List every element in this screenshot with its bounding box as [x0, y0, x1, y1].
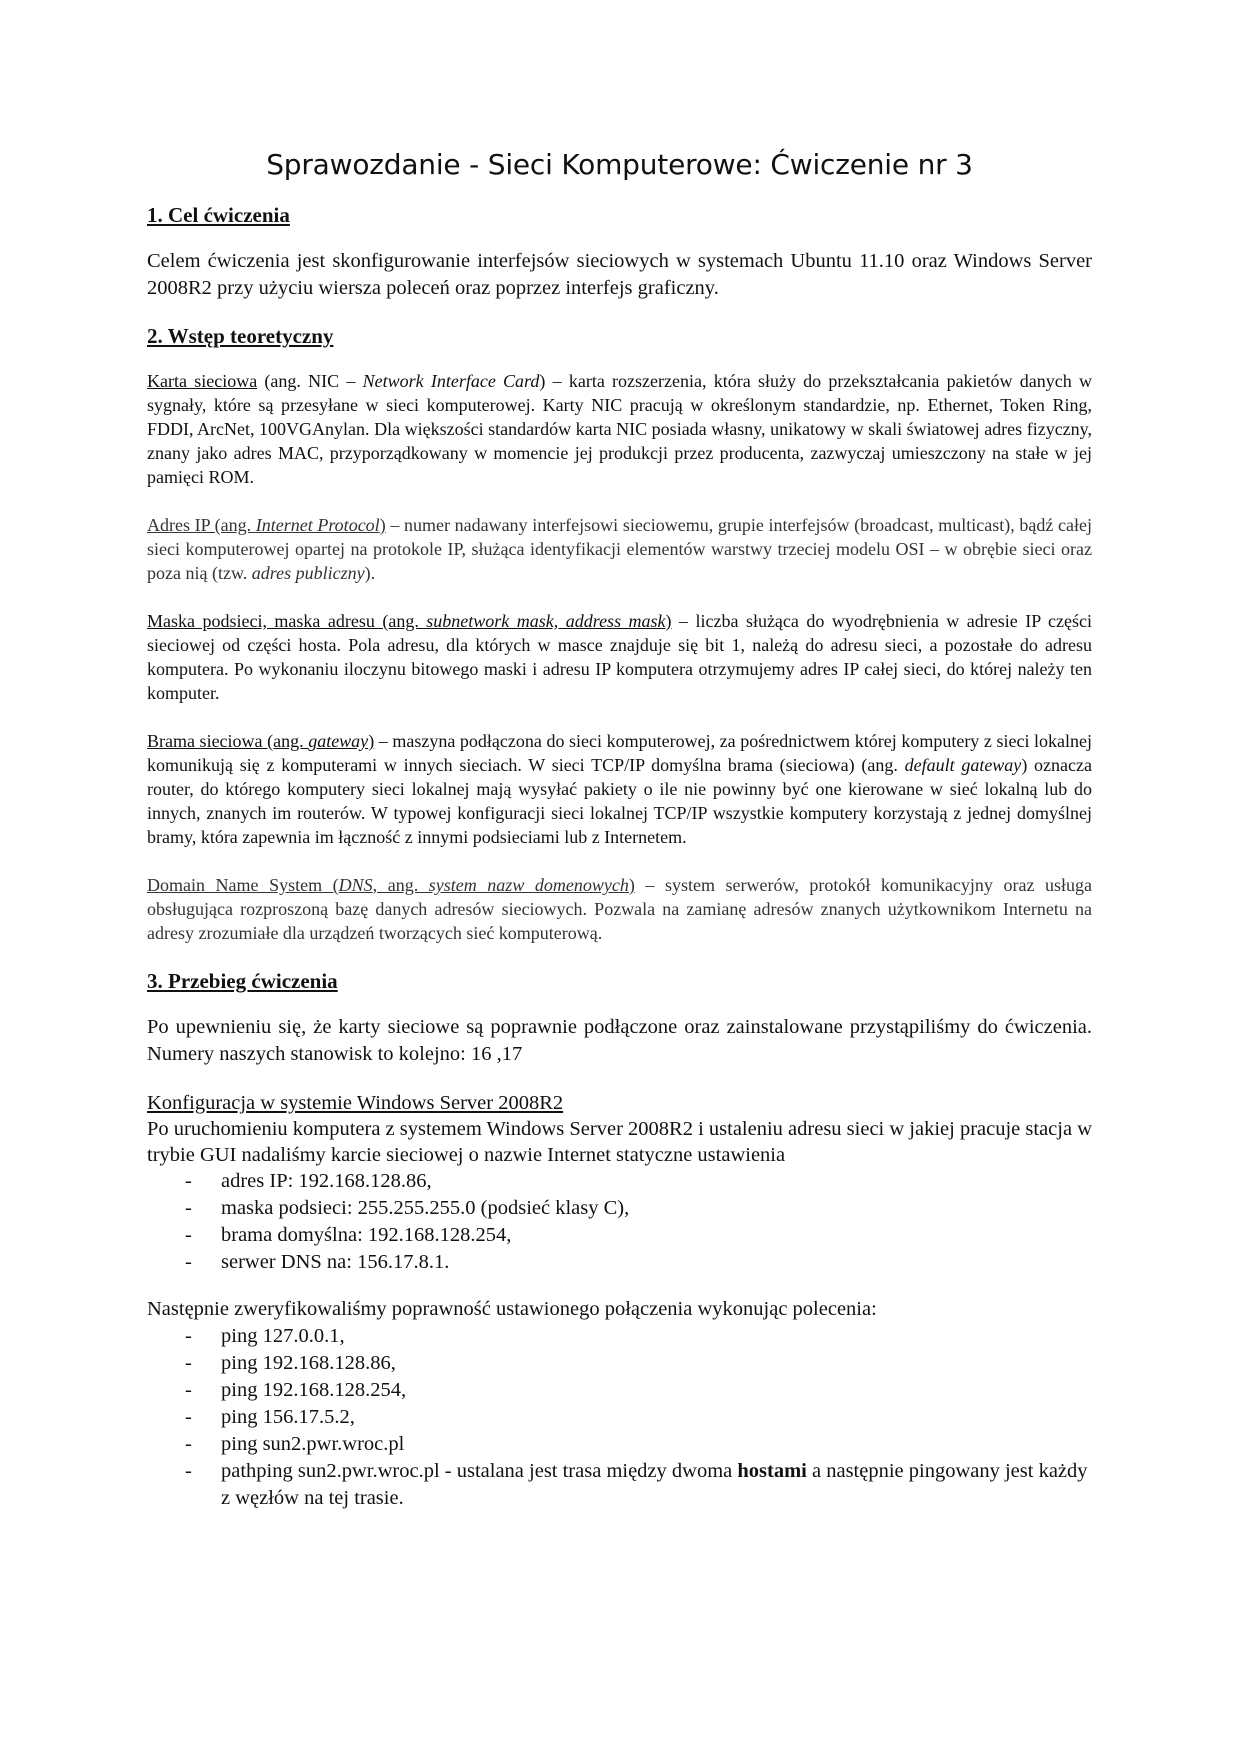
list-item — [147, 1168, 1092, 1195]
gateway-term — [147, 731, 374, 751]
list-bullet: - — [185, 1460, 192, 1482]
gateway-italic: default gateway — [904, 755, 1022, 775]
section-heading-procedure: 3. Przebieg ćwiczenia — [147, 969, 338, 993]
list-bullet: - — [185, 1433, 192, 1455]
ip-term-end: ) — [379, 515, 386, 535]
list-item — [147, 1195, 1092, 1222]
pathping-bold: hostami — [737, 1460, 807, 1482]
list-item — [147, 1249, 1092, 1276]
section-heading-theory: 2. Wstęp teoretyczny — [147, 324, 334, 348]
dns-term-end: ) — [628, 875, 635, 895]
list-bullet: - — [185, 1170, 192, 1192]
nic-term: Karta sieciowa — [147, 371, 258, 391]
gateway-body-2: ) oznacza router, do którego komputery sieci lokalnej mają wysyłać pakiety o ile nie powinny być one kierowane w sieć lokalną lub do innych, znanych im routerów. W typowej konfiguracji sieci lokalnej TCP/IP wszystkie komputery korzystają z jednej domyślnej bramy, która zapewnia im łączność z innymi podsieciami lub z Internetem. — [147, 755, 1092, 847]
mask-definition — [147, 609, 1092, 705]
goal-paragraph: Celem ćwiczenia jest skonfigurowanie interfejsów sieciowych w systemach Ubuntu 11.10 oraz Windows Server 2008R2 przy użyciu wiersza poleceń oraz poprzez interfejs graficzny. — [147, 250, 1092, 299]
gateway-term-text: Brama sieciowa (ang. — [147, 731, 309, 751]
ip-body: – numer nadawany interfejsowi sieciowemu, grupie interfejsów (broadcast, multicast), bądź całej sieci komputerowej opartej na protokole IP, służąca identyfikacji elementów warstwy trzeciej modelu OSI – w obrębie sieci oraz poza nią (tzw. — [147, 515, 1092, 583]
mask-term-end: ) — [665, 611, 672, 631]
document-content — [147, 148, 1092, 1532]
section-heading-goal: 1. Cel ćwiczenia — [147, 203, 290, 227]
list-item — [147, 1323, 1092, 1350]
nic-pre: (ang. NIC – — [257, 371, 363, 391]
ip-definition — [147, 513, 1092, 585]
dns-term — [147, 875, 635, 895]
list-item — [147, 1350, 1092, 1377]
verify-text: Następnie zweryfikowaliśmy poprawność ustawionego połączenia wykonując polecenia: — [147, 1298, 877, 1320]
pathping-desc-2: a następnie pingowany jest każdy z węzłów na tej trasie. — [221, 1460, 1088, 1509]
list-bullet: - — [185, 1325, 192, 1347]
list-bullet: - — [185, 1406, 192, 1428]
setting-gateway: brama domyślna: 192.168.128.254, — [221, 1224, 512, 1246]
command-pathping — [221, 1460, 1088, 1509]
ip-term — [147, 515, 386, 535]
setting-dns: serwer DNS na: 156.17.8.1. — [221, 1251, 450, 1273]
dns-term-text: Domain Name System ( — [147, 875, 339, 895]
dns-term-pl: system nazw domenowych — [428, 875, 629, 895]
list-item — [147, 1404, 1092, 1431]
mask-body: – liczba służąca do wyodrębnienia w adresie IP części sieciowej od części hosta. Pola adresu, dla których w masce znajduje się bit 1, należą do adresu sieci, a pozostałe do adresu komputera. Po wykonaniu iloczynu bitowego maski i adresu IP komputera otrzymujemy adres IP całej sieci, do której należy ten komputer. — [147, 611, 1092, 703]
dns-term-mid: , ang. — [372, 875, 429, 895]
mask-term-text: Maska podsieci, maska adresu (ang. — [147, 611, 427, 631]
mask-term — [147, 611, 672, 631]
ip-term-en: Internet Protocol — [255, 515, 380, 535]
windows-config-text: Po uruchomieniu komputera z systemem Windows Server 2008R2 i ustaleniu adresu sieci w jakiej pracuje stacja w trybie GUI nadaliśmy karcie sieciowej o nazwie Internet statyczne ustawienia — [147, 1118, 1092, 1166]
dns-body: – system serwerów, protokół komunikacyjny oraz usługa obsługująca rozproszoną bazę danych adresów sieciowych. Pozwala na zamianę adresów znanych użytkownikom Internetu na adresy zrozumiałe dla urządzeń tworzących sieć komputerową. — [147, 875, 1092, 943]
procedure-intro: Po upewnieniu się, że karty sieciowe są poprawnie podłączone oraz zainstalowane przystąpiliśmy do ćwiczenia. Numery naszych stanowisk to kolejno: 16 ,17 — [147, 1016, 1092, 1065]
dns-definition — [147, 873, 1092, 945]
command-ping-self: ping 192.168.128.86, — [221, 1352, 396, 1374]
list-item — [147, 1458, 1092, 1512]
setting-ip: adres IP: 192.168.128.86, — [221, 1170, 432, 1192]
pathping-cmd: pathping sun2.pwr.wroc.pl — [221, 1460, 440, 1482]
command-ping-gateway: ping 192.168.128.254, — [221, 1379, 407, 1401]
windows-config-heading: Konfiguracja w systemie Windows Server 2008R2 — [147, 1092, 564, 1114]
list-bullet: - — [185, 1352, 192, 1374]
gateway-term-en: gateway — [308, 731, 369, 751]
ip-term-text: Adres IP (ang. — [147, 515, 256, 535]
list-bullet: - — [185, 1379, 192, 1401]
ip-italic: adres publiczny — [251, 563, 365, 583]
settings-list — [147, 1168, 1092, 1276]
gateway-body-1: – maszyna podłączona do sieci komputerowej, za pośrednictwem której komputery z sieci lokalnej komunikują się z komputerami w innych sieciach. W sieci TCP/IP domyślna brama (sieciowa) (ang. — [147, 731, 1093, 775]
command-ping-host: ping sun2.pwr.wroc.pl — [221, 1433, 405, 1455]
list-item — [147, 1431, 1092, 1458]
setting-mask: maska podsieci: 255.255.255.0 (podsieć klasy C), — [221, 1197, 630, 1219]
mask-term-en: subnetwork mask, address mask — [426, 611, 666, 631]
list-bullet: - — [185, 1197, 192, 1219]
nic-definition — [147, 369, 1092, 489]
command-ping-localhost: ping 127.0.0.1, — [221, 1325, 345, 1347]
nic-body: ) – karta rozszerzenia, która służy do przekształcania pakietów danych w sygnały, które są przesyłane w sieci komputerowej. Karty NIC pracują w określonym standardzie, np. Ethernet, Token Ring, FDDI, ArcNet, 100VGAnylan. Dla większości standardów karta NIC posiada własny, unikatowy w skali światowej adres fizyczny, znany jako adres MAC, przyporządkowany w momencie jej produkcji przez producenta, zazwyczaj umieszczony na stałe w jej pamięci ROM. — [147, 371, 1092, 487]
gateway-term-end: ) — [368, 731, 375, 751]
dns-term-abbr: DNS — [338, 875, 373, 895]
ip-end: ). — [364, 563, 376, 583]
pathping-desc-1: - ustalana jest trasa między dwoma — [439, 1460, 738, 1482]
commands-list — [147, 1323, 1092, 1512]
gateway-definition — [147, 729, 1092, 849]
list-item — [147, 1222, 1092, 1249]
list-item — [147, 1377, 1092, 1404]
list-bullet: - — [185, 1251, 192, 1273]
command-ping-dns: ping 156.17.5.2, — [221, 1406, 355, 1428]
page-title: Sprawozdanie - Sieci Komputerowe: Ćwiczenie nr 3 — [266, 148, 973, 181]
nic-term-en: Network Interface Card — [362, 371, 540, 391]
list-bullet: - — [185, 1224, 192, 1246]
